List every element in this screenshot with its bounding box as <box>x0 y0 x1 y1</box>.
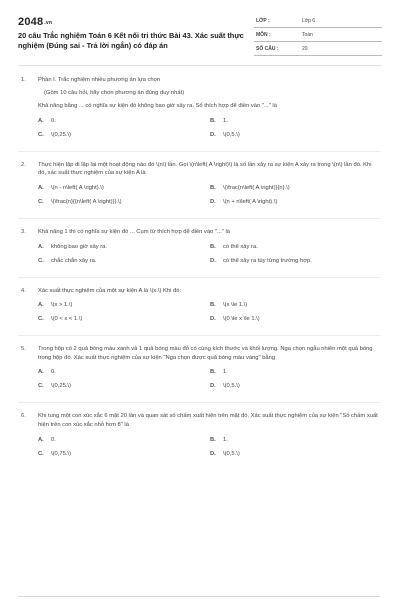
option-text: \(0,5.\) <box>223 131 240 138</box>
question-5 <box>18 345 380 392</box>
meta-row-subject <box>254 28 382 42</box>
header-divider <box>18 65 382 66</box>
option-text: \(n + n\left( A \right).\) <box>223 198 278 205</box>
option-a[interactable] <box>38 301 72 310</box>
question-2 <box>18 161 380 208</box>
option-text: \(x \le 1.\) <box>223 302 248 309</box>
option-c[interactable] <box>38 257 96 266</box>
option-text: \(\frac{n}{{n\left( A \right)}}.\) <box>51 198 122 205</box>
option-row <box>38 450 380 460</box>
option-text: \(0,5.\) <box>223 450 240 457</box>
option-letter: C. <box>38 316 44 323</box>
option-text: có thể xảy ra tùy từng trường hợp. <box>223 257 312 264</box>
option-row <box>38 184 380 194</box>
meta-value: Lớp 6 <box>302 18 316 24</box>
option-text: \(\frac{n\left( A \right)}{n}.\) <box>223 184 290 191</box>
option-text: 1. <box>223 436 228 443</box>
meta-table <box>254 14 382 56</box>
option-letter: B. <box>210 436 216 443</box>
answer-options <box>18 368 380 392</box>
question-number: 3. <box>21 228 26 235</box>
document-header <box>18 14 382 58</box>
option-letter: B. <box>210 184 216 191</box>
option-text: 0. <box>51 117 56 124</box>
option-a[interactable] <box>38 368 56 377</box>
question-divider <box>18 335 380 336</box>
option-c[interactable] <box>38 315 82 324</box>
option-d[interactable] <box>210 450 240 459</box>
question-4 <box>18 287 380 326</box>
option-letter: D. <box>210 316 216 323</box>
option-letter: A. <box>38 302 44 309</box>
option-letter: C. <box>38 450 44 457</box>
option-letter: D. <box>210 131 216 138</box>
question-stem: Trong hộp có 2 quả bóng màu xanh và 1 quả bóng màu đỏ có cùng kích thước và khối lượng. Nga chọn ngẫu nhiên một quả bóng trong hộp đó. Xác suất thực nghiệm của sự kiện "Nga chọn được quả bóng màu vàng" bằng <box>38 346 373 361</box>
question-text <box>18 287 380 296</box>
option-text: \(0,25.\) <box>51 383 71 390</box>
option-d[interactable] <box>210 382 240 391</box>
option-letter: A. <box>38 243 44 250</box>
option-d[interactable] <box>210 315 260 324</box>
option-text: 1. <box>223 369 228 376</box>
option-letter: C. <box>38 383 44 390</box>
question-divider <box>18 277 380 278</box>
option-text: \(x > 1.\) <box>51 302 73 309</box>
option-b[interactable] <box>210 301 247 310</box>
option-row <box>38 368 380 378</box>
option-letter: B. <box>210 369 216 376</box>
question-1 <box>18 76 380 141</box>
option-text: 0. <box>51 436 56 443</box>
option-b[interactable] <box>210 117 228 126</box>
option-b[interactable] <box>210 243 258 252</box>
meta-row-class <box>254 14 382 28</box>
question-number: 4. <box>21 287 26 294</box>
question-text <box>18 76 380 85</box>
answer-options <box>18 117 380 141</box>
document-title: 20 câu Trắc nghiệm Toán 6 Kết nối tri thức Bài 43. Xác suất thực nghiệm (Đúng sai - Trả lời ngắn) có đáp án <box>18 31 244 50</box>
option-row <box>38 436 380 446</box>
option-letter: C. <box>38 257 44 264</box>
option-d[interactable] <box>210 131 240 140</box>
option-text: có thể xảy ra. <box>223 243 258 250</box>
meta-row-count <box>254 42 382 56</box>
option-row <box>38 382 380 392</box>
option-a[interactable] <box>38 184 104 193</box>
option-d[interactable] <box>210 257 312 266</box>
logo-text: 2048 <box>18 16 44 28</box>
option-a[interactable] <box>38 436 56 445</box>
option-text: \(0 < x < 1.\) <box>51 316 83 323</box>
option-row <box>38 257 380 267</box>
option-a[interactable] <box>38 117 56 126</box>
option-c[interactable] <box>38 131 71 140</box>
option-letter: D. <box>210 383 216 390</box>
question-divider <box>18 402 380 403</box>
answer-options <box>18 436 380 460</box>
question-text <box>18 345 380 362</box>
next-question-cutoff <box>18 594 380 600</box>
question-number: 2. <box>21 161 26 168</box>
answer-options <box>18 243 380 267</box>
option-letter: B. <box>210 117 216 124</box>
option-letter: A. <box>38 184 44 191</box>
option-text: 0. <box>51 369 56 376</box>
option-text: 1. <box>223 117 228 124</box>
question-stem: Khả năng 1 thì có nghĩa sự kiện đó ... Cụm từ thích hợp để điền vào "..." là <box>38 228 230 235</box>
option-text: \(0 \le x \le 1.\) <box>223 316 260 323</box>
option-letter: A. <box>38 117 44 124</box>
meta-value: Toán <box>302 32 313 38</box>
option-letter: A. <box>38 369 44 376</box>
option-letter: C. <box>38 131 44 138</box>
option-letter: D. <box>210 257 216 264</box>
question-number: 6. <box>21 413 26 420</box>
option-text: \(0,5.\) <box>223 383 240 390</box>
option-text: \(n - n\left( A \right).\) <box>51 184 104 191</box>
option-a[interactable] <box>38 243 107 252</box>
question-list <box>18 76 380 460</box>
option-c[interactable] <box>38 198 122 207</box>
option-d[interactable] <box>210 198 277 207</box>
question-stem: Xác suất thực nghiệm của một sự kiện A là \(x.\) Khi đó: <box>38 287 182 294</box>
option-letter: A. <box>38 436 44 443</box>
question-3 <box>18 228 380 267</box>
cutoff-line <box>18 596 380 597</box>
option-letter: B. <box>210 243 216 250</box>
option-text: không bao giờ xảy ra. <box>51 243 108 250</box>
question-stem: Thực hiện lặp đi lặp lại một hoạt động nào đó \(n\) lần. Gọi \(n\left( A \right)\) là số lần xảy ra sự kiện A xảy ra trong \(n\) lần đó. Khi đó, xác suất thực nghiệm của sự kiện A là <box>38 161 372 177</box>
option-row <box>38 243 380 253</box>
answer-options <box>18 184 380 208</box>
question-stem: Khi tung một con xúc xắc 6 mặt 20 lần và quan sát số chấm xuất hiện trên mặt đó. Xác suất thực nghiệm của sự kiện "Số chấm xuất hiện trên con xúc xắc nhỏ hơn 8" là <box>38 413 378 428</box>
question-text <box>18 228 380 237</box>
option-row <box>38 198 380 208</box>
option-b[interactable] <box>210 368 228 377</box>
option-letter: C. <box>38 198 44 205</box>
option-b[interactable] <box>210 184 290 193</box>
question-subtext: Khả năng bằng ... có nghĩa sự kiện đó không bao giờ xảy ra. Số thích hợp để điền vào "..." là <box>38 103 277 110</box>
option-row <box>38 315 380 325</box>
option-c[interactable] <box>38 450 71 459</box>
question-note: (Gồm 10 câu hỏi, hãy chọn phương án đúng duy nhất) <box>44 89 185 96</box>
question-stem: Phần I. Trắc nghiệm nhiều phương án lựa chọn <box>38 77 161 83</box>
question-number: 1. <box>21 77 26 83</box>
question-divider <box>18 151 380 152</box>
option-row <box>38 301 380 311</box>
option-text: \(0,25.\) <box>51 131 71 138</box>
question-number: 5. <box>21 346 26 353</box>
question-text <box>18 161 380 178</box>
option-text: chắc chắn xảy ra. <box>51 257 97 264</box>
option-letter: D. <box>210 450 216 457</box>
meta-value: 20 <box>302 46 308 52</box>
site-logo[interactable] <box>18 16 52 28</box>
meta-label: MÔN : <box>256 32 271 38</box>
option-b[interactable] <box>210 436 228 445</box>
meta-label: LỚP : <box>256 18 270 24</box>
logo-suffix: .vn <box>44 20 53 26</box>
question-divider <box>18 218 380 219</box>
question-6 <box>18 412 380 459</box>
option-row <box>38 117 380 127</box>
option-text: \(0,75.\) <box>51 450 71 457</box>
answer-options <box>18 301 380 325</box>
option-letter: B. <box>210 302 216 309</box>
option-row <box>38 131 380 141</box>
meta-label: SỐ CÂU : <box>256 46 279 52</box>
option-c[interactable] <box>38 382 71 391</box>
question-text <box>18 412 380 429</box>
option-letter: D. <box>210 198 216 205</box>
